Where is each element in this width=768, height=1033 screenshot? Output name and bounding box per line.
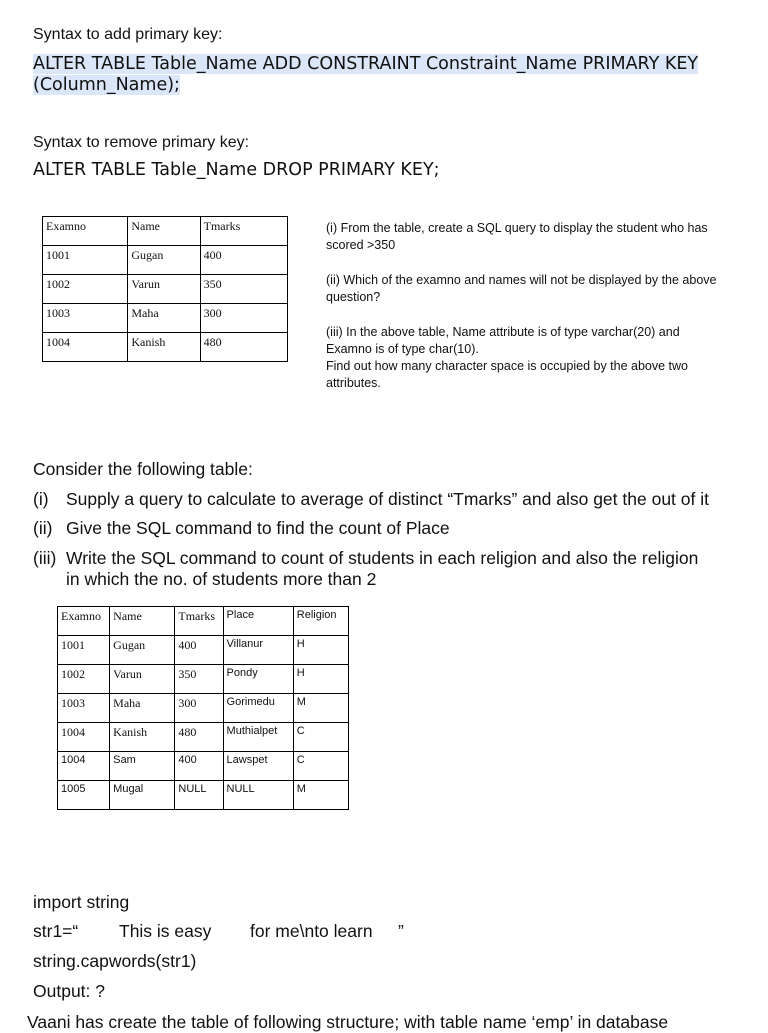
table-header-cell: Religion: [293, 607, 348, 636]
add-primary-key-label: Syntax to add primary key:: [33, 26, 223, 43]
table-cell: Villanur: [223, 636, 293, 665]
table-cell: 1004: [43, 333, 128, 362]
list-item: [33, 518, 450, 539]
table-row: [43, 275, 288, 304]
table-cell: M: [293, 781, 348, 810]
table-cell: Muthialpet: [223, 723, 293, 752]
table-cell: 1002: [58, 665, 110, 694]
table-cell: 400: [200, 246, 287, 275]
table-cell: H: [293, 665, 348, 694]
list-item: [33, 548, 699, 589]
table-cell: 350: [175, 665, 223, 694]
table-cell: NULL: [175, 781, 223, 810]
table-cell: C: [293, 723, 348, 752]
table-row: [58, 694, 349, 723]
list-item-number: (iii): [33, 548, 57, 568]
table-header-cell: Tmarks: [200, 217, 287, 246]
table-cell: Gorimedu: [223, 694, 293, 723]
table-cell: H: [293, 636, 348, 665]
table-row: [58, 723, 349, 752]
table-header-row: [43, 217, 288, 246]
table-cell: Kanish: [110, 723, 175, 752]
table-cell: 480: [200, 333, 287, 362]
table-row: [58, 781, 349, 810]
code-line-str1: [33, 921, 453, 942]
question-2: (ii) Which of the examno and names will not be displayed by the above question?: [326, 273, 717, 304]
code-line-import: import string: [33, 892, 130, 912]
table-cell: Kanish: [128, 333, 200, 362]
table-cell: 1003: [43, 304, 128, 333]
question-1: (i) From the table, create a SQL query to display the student who has scored >350: [326, 221, 708, 252]
output-question: Output: ?: [33, 981, 105, 1001]
table-cell: 1001: [43, 246, 128, 275]
student-religion-table: [57, 606, 349, 810]
consider-table-intro: Consider the following table:: [33, 459, 253, 479]
remove-primary-key-code: ALTER TABLE Table_Name DROP PRIMARY KEY;: [33, 160, 440, 180]
table-cell: Varun: [110, 665, 175, 694]
table-cell: Gugan: [110, 636, 175, 665]
list-item-text-line-2: in which the no. of students more than 2: [66, 569, 377, 589]
student-marks-table: [42, 216, 288, 362]
table-cell: 1004: [58, 752, 110, 781]
list-item-number: (ii): [33, 518, 53, 538]
table-row: [43, 304, 288, 333]
add-primary-key-code: [33, 54, 733, 96]
table-cell: Gugan: [128, 246, 200, 275]
code-str1-close-quote: ”: [398, 921, 404, 941]
table-header-cell: Name: [128, 217, 200, 246]
remove-primary-key-label: Syntax to remove primary key:: [33, 134, 250, 151]
code-line-capwords: string.capwords(str1): [33, 951, 197, 971]
table-header-cell: Examno: [58, 607, 110, 636]
table-cell: 1003: [58, 694, 110, 723]
table-cell: Pondy: [223, 665, 293, 694]
table-cell: Maha: [128, 304, 200, 333]
list-item-text: Supply a query to calculate to average of distinct “Tmarks” and also get the out of it: [66, 489, 709, 509]
table-cell: 1001: [58, 636, 110, 665]
list-item-number: (i): [33, 489, 49, 509]
table-cell: 400: [175, 752, 223, 781]
table-cell: Sam: [110, 752, 175, 781]
code-str1-assign: str1=“: [33, 921, 79, 941]
code-str1-part-1: This is easy: [119, 921, 212, 941]
table-row: [58, 752, 349, 781]
table-row: [58, 665, 349, 694]
list-item-text-line-1: Write the SQL command to count of students in each religion and also the religion: [66, 548, 699, 568]
table-cell: 350: [200, 275, 287, 304]
table-cell: 480: [175, 723, 223, 752]
table-header-cell: Tmarks: [175, 607, 223, 636]
question-3: [326, 324, 726, 392]
code-str1-part-2: for me\nto learn: [250, 921, 373, 941]
table-cell: 1002: [43, 275, 128, 304]
table-row: [43, 333, 288, 362]
table-cell: Maha: [110, 694, 175, 723]
add-primary-key-code-text: ALTER TABLE Table_Name ADD CONSTRAINT Constraint_Name PRIMARY KEY (Column_Name);: [33, 54, 699, 95]
list-item-text: Give the SQL command to find the count of Place: [66, 518, 450, 538]
table-header-cell: Name: [110, 607, 175, 636]
table-cell: 300: [200, 304, 287, 333]
table-header-row: [58, 607, 349, 636]
table-header-cell: Examno: [43, 217, 128, 246]
table-header-cell: Place: [223, 607, 293, 636]
list-item: [33, 489, 709, 510]
question-3-part-b: Find out how many character space is occupied by the above two attributes.: [326, 359, 689, 390]
table-cell: NULL: [223, 781, 293, 810]
table-cell: M: [293, 694, 348, 723]
table-cell: Lawspet: [223, 752, 293, 781]
table-row: [58, 636, 349, 665]
table-cell: Varun: [128, 275, 200, 304]
table-cell: C: [293, 752, 348, 781]
next-question-text: Vaani has create the table of following structure; with table name ‘emp’ in database: [27, 1012, 669, 1032]
question-3-part-a: (iii) In the above table, Name attribute is of type varchar(20) and Examno is of type char(10).: [326, 325, 680, 356]
table-cell: Mugal: [110, 781, 175, 810]
table-cell: 1005: [58, 781, 110, 810]
table-cell: 1004: [58, 723, 110, 752]
table-cell: 300: [175, 694, 223, 723]
table-row: [43, 246, 288, 275]
list-item-text: [66, 548, 698, 590]
table-cell: 400: [175, 636, 223, 665]
